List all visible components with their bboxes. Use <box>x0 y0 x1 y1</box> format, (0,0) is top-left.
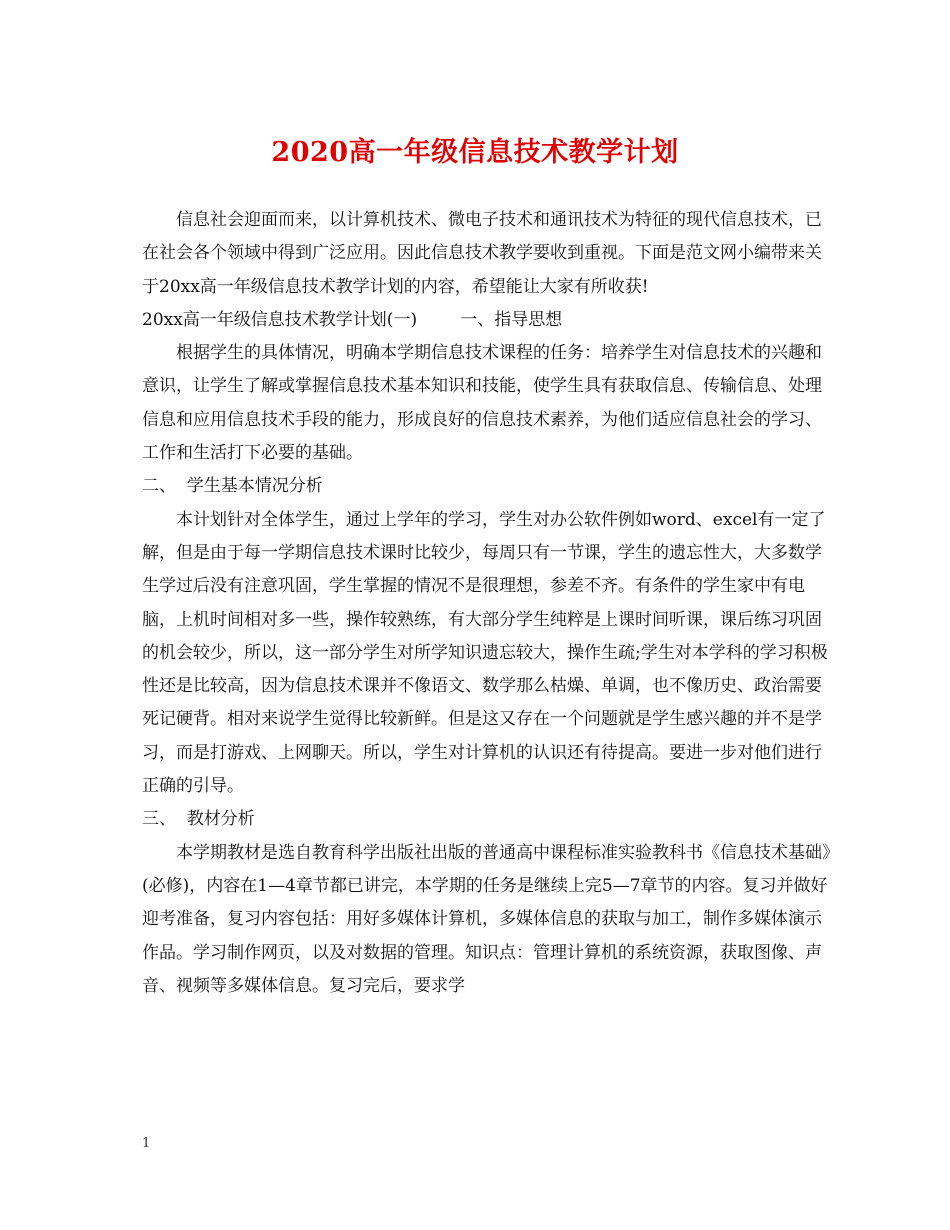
guiding-ideas-paragraph: 根据学生的具体情况，明确本学期信息技术课程的任务：培养学生对信息技术的兴趣和意识，让学生了解或掌握信息技术基本知识和技能，使学生具有获取信息、传输信息、处理信息和应用信息技术手段的能力，形成良好的信息技术素养，为他们适应信息社会的学习、工作和生活打下必要的基础。 <box>142 343 822 464</box>
intro-paragraph: 信息社会迎面而来，以计算机技术、微电子技术和通讯技术为特征的现代信息技术，已在社会各个领域中得到广泛应用。因此信息技术教学要收到重视。下面是范文网小编带来关于20xx高一年级信息技术教学计划的内容，希望能让大家有所收获! <box>142 210 822 297</box>
page-number: 1 <box>142 1136 151 1151</box>
textbook-analysis-paragraph: 本学期教材是选自教育科学出版社出版的普通高中课程标准实验教科书《信息技术基础》(必修)，内容在1—4章节都已讲完，本学期的任务是继续上完5—7章节的内容。复习并做好迎考准备，复习内容包括：用好多媒体计算机，多媒体信息的获取与加工，制作多媒体演示作品。学习制作网页，以及对数据的管理。知识点：管理计算机的系统资源，获取图像、声音、视频等多媒体信息。复习完后，要求学 <box>142 842 831 996</box>
student-analysis-paragraph: 本计划针对全体学生，通过上学年的学习，学生对办公软件例如word、excel有一定了解，但是由于每一学期信息技术课时比较少，每周只有一节课，学生的遗忘性大，大多数学生学过后没有注意巩固，学生掌握的情况不是很理想，参差不齐。有条件的学生家中有电脑，上机时间相对多一些，操作较熟练，有大部分学生纯粹是上课时间听课，课后练习巩固的机会较少，所以，这一部分学生对所学知识遗忘较大，操作生疏;学生对本学科的学习积极性还是比较高，因为信息技术课并不像语文、数学那么枯燥、单调，也不像历史、政治需要死记硬背。相对来说学生觉得比较新鲜。但是这又存在一个问题就是学生感兴趣的并不是学习，而是打游戏、上网聊天。所以，学生对计算机的认识还有待提高。要进一步对他们进行正确的引导。 <box>142 509 828 797</box>
document-title: 2020高一年级信息技术教学计划 <box>271 137 679 168</box>
section-heading-textbook-analysis: 三、 教材分析 <box>142 809 255 830</box>
document-body <box>142 204 832 1003</box>
section-heading-student-analysis: 二、 学生基本情况分析 <box>142 476 323 497</box>
section-heading-plan-one: 20xx高一年级信息技术教学计划(一) 一、指导思想 <box>142 309 563 330</box>
